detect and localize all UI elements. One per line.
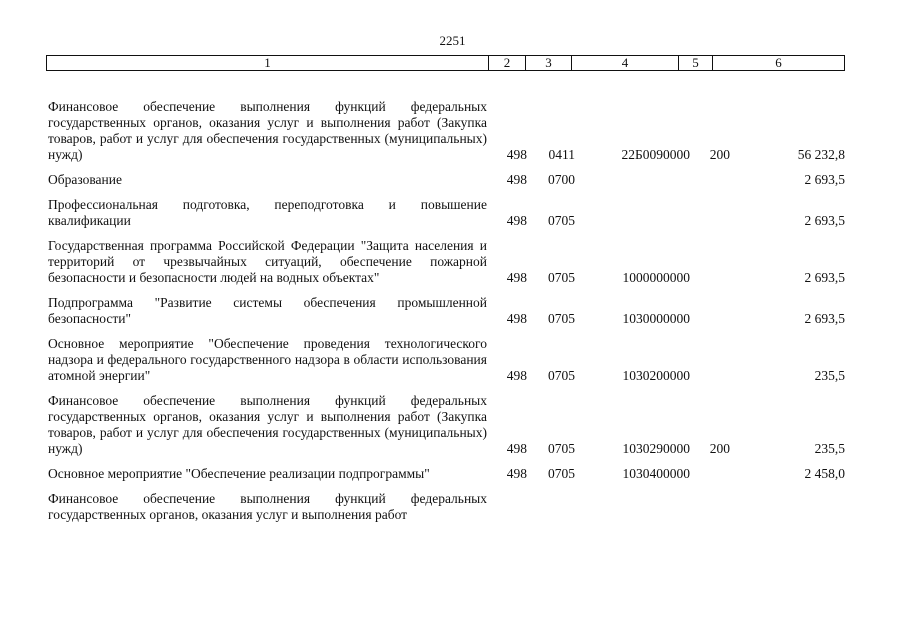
row-ministry: 498 (506, 213, 527, 228)
row-amount: 56 232,8 (797, 147, 845, 162)
header-col-6: 6 (775, 55, 782, 70)
row-ministry: 498 (506, 270, 527, 285)
row-section: 0705 (548, 311, 575, 326)
table-row (48, 172, 845, 188)
row-section: 0705 (548, 270, 575, 285)
row-ministry: 498 (506, 441, 527, 456)
row-section: 0411 (548, 147, 575, 162)
header-col-2: 2 (489, 56, 526, 70)
row-name: Финансовое обеспечение выполнения функций федеральных государственных органов, оказания услуг и выполнения работ (Закупка товаров, работ и услуг для обеспечения государственных (муниципальных) нужд) (48, 393, 487, 456)
table-row (48, 238, 845, 286)
table-row (48, 99, 845, 163)
row-amount: 235,5 (814, 368, 845, 383)
row-target: 1030000000 (622, 311, 690, 326)
row-target: 1030290000 (622, 441, 690, 456)
table-row (48, 491, 845, 523)
row-amount: 2 693,5 (804, 172, 845, 187)
row-section: 0705 (548, 466, 575, 481)
row-target: 1030400000 (622, 466, 690, 481)
row-expense-type: 200 (709, 147, 730, 162)
header-col-4: 4 (572, 56, 679, 70)
table-row (48, 466, 845, 482)
row-amount: 2 693,5 (804, 213, 845, 228)
row-section: 0705 (548, 213, 575, 228)
row-amount: 2 458,0 (804, 466, 845, 481)
row-ministry: 498 (506, 368, 527, 383)
table-row (48, 336, 845, 384)
row-section: 0700 (548, 172, 575, 187)
table-row (48, 295, 845, 327)
row-ministry: 498 (506, 466, 527, 481)
row-target: 1000000000 (622, 270, 690, 285)
row-amount: 2 693,5 (804, 270, 845, 285)
row-name: Финансовое обеспечение выполнения функций федеральных государственных органов, оказания услуг и выполнения работ (48, 491, 487, 522)
table-body (48, 99, 845, 523)
row-section: 0705 (548, 441, 575, 456)
row-name: Основное мероприятие "Обеспечение реализации подпрограммы" (48, 466, 430, 481)
header-col-1: 1 (47, 56, 489, 70)
row-ministry: 498 (506, 147, 527, 162)
row-name: Финансовое обеспечение выполнения функций федеральных государственных органов, оказания услуг и выполнения работ (Закупка товаров, работ и услуг для обеспечения государственных (муниципальных) нужд) (48, 99, 487, 162)
table-header (46, 55, 845, 71)
table-row (48, 197, 845, 229)
row-name: Профессиональная подготовка, переподготовка и повышение квалификации (48, 197, 487, 228)
table-row (48, 393, 845, 457)
row-amount: 235,5 (814, 441, 845, 456)
row-name: Государственная программа Российской Федерации "Защита населения и территорий от чрезвычайных ситуаций, обеспечение пожарной безопасности и безопасности людей на водных объектах" (48, 238, 487, 285)
row-name: Подпрограмма "Развитие системы обеспечения промышленной безопасности" (48, 295, 487, 326)
row-name: Основное мероприятие "Обеспечение проведения технологического надзора и федерального государственного надзора в области использования атомной энергии" (48, 336, 487, 383)
row-section: 0705 (548, 368, 575, 383)
row-expense-type: 200 (709, 441, 730, 456)
row-target: 22Б0090000 (621, 147, 690, 162)
row-ministry: 498 (506, 172, 527, 187)
row-ministry: 498 (506, 311, 527, 326)
row-amount: 2 693,5 (804, 311, 845, 326)
header-col-5: 5 (679, 56, 713, 70)
header-col-3: 3 (526, 56, 572, 70)
page-number: 2251 (439, 33, 466, 48)
row-target: 1030200000 (622, 368, 690, 383)
row-name: Образование (48, 172, 122, 187)
